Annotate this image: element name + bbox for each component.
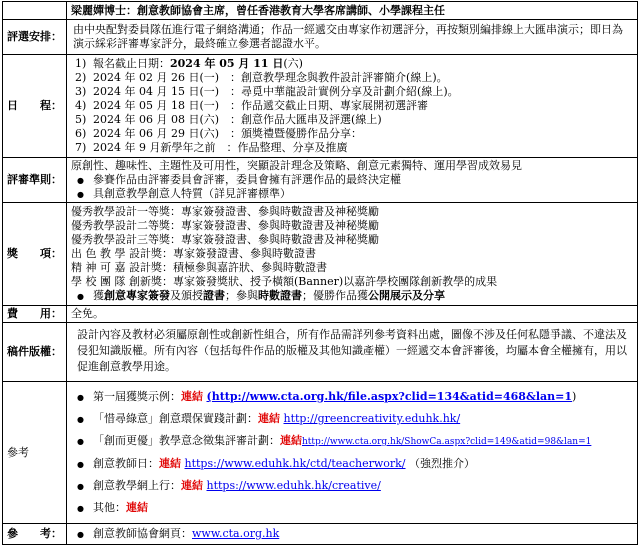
website-cell — [67, 524, 638, 545]
schedule-item: 報名截止日期：2024 年 05 月 11 日(六) — [93, 57, 303, 70]
fee-text: 全免。 — [67, 306, 638, 323]
schedule-item: 2024 年 02 月 26 日(一) ：創意教學理念與教件設計評審簡介(線上)。 — [93, 71, 448, 84]
schedule-item: 2024 年 9 月新學年之前 ：作品整理、分享及推廣 — [93, 141, 348, 154]
reference-link-label[interactable]: 連結 — [258, 412, 280, 425]
reference-item: ● 其他：連結 — [93, 497, 633, 519]
header-empty-cell — [3, 2, 67, 20]
award-line: 優秀教學設計三等獎：專家簽發證書、參與時數證書及神秘獎勵 — [71, 233, 379, 246]
references-row — [3, 382, 638, 524]
copyright-text: 設計內容及教材必須屬原創性或創新性組合，所有作品需詳列參考資料出處，圖像不涉及任何私隱爭議、不違法及侵犯知識版權。所有內容（包括每件作品的版權及其他知識產權）一經遞交本會評審後，均屬本會全權擁有，用以促進創意教學用途。 — [67, 323, 638, 382]
award-line: 優秀教學設計二等獎：專家簽發證書、參與時數證書及神秘獎勵 — [71, 219, 379, 232]
reference-item: ● 「惜尋綠意」創意環保實踐計劃：連結 http://greencreativity.eduhk.hk/ — [93, 408, 633, 430]
criteria-label: 評審準則： — [3, 158, 67, 203]
criteria-row — [3, 158, 638, 203]
reference-link-label[interactable]: 連結 — [280, 434, 302, 447]
award-line: 出 色 教 學 設計獎：專家簽發證書、參與時數證書 — [71, 247, 316, 260]
website-list — [71, 527, 633, 541]
awards-row — [3, 203, 638, 306]
criteria-text: 原創性、趣味性、主題性及可用性，突顯設計理念及策略、創意元素獨特、運用學習成效易見 — [71, 159, 522, 172]
schedule-cell — [67, 55, 638, 158]
awards-cell — [67, 203, 638, 306]
reference-item: ● 創意教學網上行：連結 https://www.eduhk.hk/creative/ — [93, 475, 633, 497]
schedule-row — [3, 55, 638, 158]
reference-link-label[interactable]: 連結 — [159, 457, 181, 470]
references-list — [71, 386, 633, 519]
criteria-cell — [67, 158, 638, 203]
arrangement-row — [3, 20, 638, 55]
schedule-list — [71, 57, 633, 155]
arrangement-text: 由中央配對委員隊伍進行電子網絡溝通；作品一經遞交由專家作初選評分，再按類別編排線上大匯串演示；即日為演示綵彩評審專家評分，最終確立參選者認證水平。 — [67, 20, 638, 55]
copyright-label: 稿件版權： — [3, 323, 67, 382]
awards-label: 獎 項： — [3, 203, 67, 306]
website-row — [3, 524, 638, 545]
criteria-bullet: ● 具創意教學創意人特質（詳見評審標準） — [93, 187, 633, 201]
reference-url[interactable]: http://greencreativity.eduhk.hk/ — [283, 412, 461, 425]
header-text: 梁麗嬋博士：創意教師協會主席，曾任香港教育大學客席講師、小學課程主任 — [67, 2, 638, 20]
reference-url[interactable]: https://www.eduhk.hk/creative/ — [206, 479, 381, 492]
criteria-bullet: ● 參賽作品由評審委員會評審，委員會擁有評選作品的最終決定權 — [93, 173, 633, 187]
award-line: 學 校 團 隊 創新獎：專家簽發獎狀、授予橫額(Banner)以嘉許學校團隊創新教學的成果 — [71, 275, 498, 288]
reference-url[interactable]: (http://www.cta.org.hk/file.aspx?clid=134&atid=468&lan=1 — [206, 390, 573, 403]
award-line: 優秀教學設計一等獎：專家簽發證書、參與時數證書及神秘獎勵 — [71, 205, 379, 218]
schedule-label: 日 程： — [3, 55, 67, 158]
arrangement-label: 評選安排： — [3, 20, 67, 55]
copyright-row — [3, 323, 638, 382]
header-row — [3, 2, 638, 20]
reference-item: ● 「創而更優」教學意念徵集評審計劃：連結http://www.cta.org.hk/ShowCa.aspx?clid=149&atid=98&lan=1 — [93, 430, 633, 453]
reference-item: ● 創意教師日：連結 https://www.eduhk.hk/ctd/teacherwork/ （強烈推介） — [93, 453, 633, 475]
schedule-item: 2024 年 04 月 15 日(一) ：尋覓中華龍設計實例分享及計劃介紹(線上)。 — [93, 85, 459, 98]
schedule-item: 2024 年 06 月 08 日(六) ：創意作品大匯串及評選(線上) — [93, 113, 382, 126]
website-item: ● 創意教師協會網頁：www.cta.org.hk — [93, 527, 633, 541]
reference-url[interactable]: http://www.cta.org.hk/ShowCa.aspx?clid=149&atid=98&lan=1 — [302, 437, 592, 447]
website-link[interactable]: www.cta.org.hk — [192, 527, 280, 540]
award-line: 精 神 可 嘉 設計獎：積極參與嘉許狀、參與時數證書 — [71, 261, 327, 274]
info-table — [2, 1, 638, 545]
fee-label: 費 用： — [3, 306, 67, 323]
award-final-list — [71, 289, 633, 303]
reference-url[interactable]: https://www.eduhk.hk/ctd/teacherwork/ — [184, 457, 406, 470]
reference-link-label[interactable]: 連結 — [181, 390, 203, 403]
reference-link-label[interactable]: 連結 — [181, 479, 203, 492]
references-label: 參考 — [3, 382, 67, 524]
reference-item: ● 第一屆獲獎示例：連結 (http://www.cta.org.hk/file.aspx?clid=134&atid=468&lan=1) — [93, 386, 633, 408]
schedule-item: 2024 年 06 月 29 日(六) ：頒獎禮暨優勝作品分享： — [93, 127, 363, 140]
fee-row — [3, 306, 638, 323]
reference-link-label[interactable]: 連結 — [126, 501, 148, 514]
website-label: 參 考： — [3, 524, 67, 545]
criteria-bullets — [71, 173, 633, 201]
schedule-item: 2024 年 05 月 18 日(一) ：作品遞交截止日期、專家展開初選評審 — [93, 99, 429, 112]
references-cell — [67, 382, 638, 524]
award-final: ● 獲創意專家簽發及頒授證書；參與時數證書；優勝作品獲公開展示及分享 — [93, 289, 633, 303]
